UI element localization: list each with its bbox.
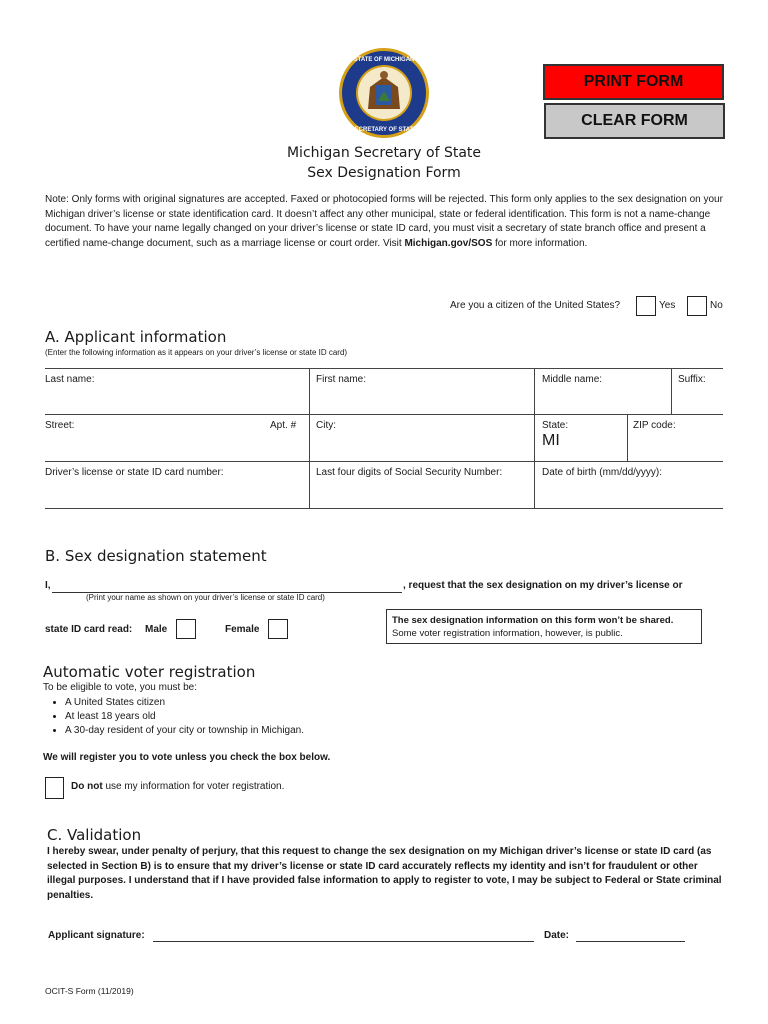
suffix-label: Suffix:: [678, 374, 706, 385]
privacy-notice: [386, 609, 702, 644]
statement-tail: , request that the sex designation on my driver’s license or: [403, 580, 683, 591]
list-item: • A United States citizen: [65, 696, 304, 710]
section-b-title: B. Sex designation statement: [45, 547, 267, 565]
state-field[interactable]: [542, 414, 627, 461]
citizen-no-checkbox[interactable]: [687, 296, 707, 316]
agency-title: Michigan Secretary of State: [286, 145, 482, 161]
first-name-field[interactable]: [316, 368, 534, 414]
i-prefix: I,: [45, 580, 51, 591]
opt-out-label: use my information for voter registration.: [105, 781, 285, 792]
citizen-no-label: No: [710, 300, 723, 311]
date-line[interactable]: [576, 941, 685, 942]
note-text: Note: Only forms with original signatures are accepted. Faxed or photocopied forms will be rejected. This form only applies to the sex designation on your Michigan driver’s license or state identification card. It doesn’t affect any other municipal, state or federal identification. This form is not a name-change document. To have your name legally changed on your driver’s license or state ID card, you must visit a secretary of state branch office and present a certified name-change document, such as a marriage license or court order. Visit: [45, 194, 723, 249]
name-hint: (Print your name as shown on your driver’s license or state ID card): [86, 593, 325, 602]
grid-line: [45, 508, 723, 509]
sos-link[interactable]: Michigan.gov/SOS: [404, 237, 493, 249]
note-paragraph: [45, 193, 725, 251]
grid-line: [534, 368, 535, 508]
citizen-yes-checkbox[interactable]: [636, 296, 656, 316]
list-item: • At least 18 years old: [65, 710, 304, 724]
voter-intro: To be eligible to vote, you must be:: [43, 682, 197, 693]
michigan-seal-logo: [338, 47, 430, 139]
register-note: We will register you to vote unless you check the box below.: [43, 752, 331, 763]
dob-label: Date of birth (mm/dd/yyyy):: [542, 467, 663, 478]
ssn-field[interactable]: [316, 461, 534, 508]
voter-opt-out-checkbox[interactable]: [45, 777, 64, 799]
svg-text:STATE OF MICHIGAN: STATE OF MICHIGAN: [353, 57, 415, 63]
voter-list: [43, 696, 304, 738]
suffix-field[interactable]: [678, 368, 723, 414]
form-title: Sex Designation Form: [307, 165, 461, 181]
do-not-label: Do not: [71, 781, 103, 792]
signature-line[interactable]: [153, 941, 534, 942]
opt-out-text: [71, 781, 284, 792]
dl-number-label: Driver’s license or state ID card number:: [45, 467, 224, 478]
ssn-label: Last four digits of Social Security Number:: [316, 467, 503, 478]
city-label: City:: [316, 420, 336, 431]
voter-title: Automatic voter registration: [43, 663, 256, 681]
clear-form-button[interactable]: CLEAR FORM: [544, 103, 725, 139]
apt-label: Apt. #: [270, 420, 297, 431]
section-c-title: C. Validation: [47, 826, 142, 844]
form-id: OCIT-S Form (11/2019): [45, 986, 134, 996]
male-checkbox[interactable]: [176, 619, 196, 639]
state-label: State:: [542, 420, 569, 431]
street-label: Street:: [45, 420, 75, 431]
street-field[interactable]: [45, 414, 309, 461]
city-field[interactable]: [316, 414, 534, 461]
female-label: Female: [225, 624, 260, 635]
female-checkbox[interactable]: [268, 619, 288, 639]
statement-cont: state ID card read:: [45, 624, 133, 635]
zip-field[interactable]: [633, 414, 723, 461]
list-item: • A 30-day resident of your city or township in Michigan.: [65, 724, 304, 738]
grid-line: [627, 414, 628, 461]
citizen-yes-label: Yes: [659, 300, 676, 311]
signature-label: Applicant signature:: [48, 930, 145, 941]
note-tail: for more information.: [495, 237, 588, 249]
zip-label: ZIP code:: [633, 420, 676, 431]
middle-name-label: Middle name:: [542, 374, 603, 385]
last-name-label: Last name:: [45, 374, 95, 385]
svg-text:SECRETARY OF STATE: SECRETARY OF STATE: [350, 127, 418, 133]
validation-text: I hereby swear, under penalty of perjury, that this request to change the sex designation on my Michigan driver’s license or state ID card (as selected in Section B) is to ensure that my driver’s license or state ID card accurately reflects my identity and isn’t for fraudulent or other illegal purposes. I understand that if I have provided false information to apply to register to vote, I may be subject to Federal or State criminal penalties.: [47, 846, 722, 901]
dl-number-field[interactable]: [45, 461, 309, 508]
privacy-text: Some voter registration information, however, is public.: [392, 628, 623, 639]
grid-line: [671, 368, 672, 414]
male-label: Male: [145, 624, 168, 635]
section-a-title: A. Applicant information: [45, 328, 227, 346]
section-a-subtitle: (Enter the following information as it appears on your driver’s license or state ID card): [45, 348, 348, 357]
dob-field[interactable]: [542, 461, 723, 508]
middle-name-field[interactable]: [542, 368, 671, 414]
grid-line: [309, 368, 310, 508]
first-name-label: First name:: [316, 374, 367, 385]
date-label: Date:: [544, 930, 570, 941]
citizen-question: Are you a citizen of the United States?: [450, 300, 621, 311]
last-name-field[interactable]: [45, 368, 309, 414]
print-form-button[interactable]: PRINT FORM: [543, 64, 724, 100]
privacy-bold: The sex designation information on this form won’t be shared.: [392, 615, 674, 626]
state-value: MI: [542, 432, 560, 449]
